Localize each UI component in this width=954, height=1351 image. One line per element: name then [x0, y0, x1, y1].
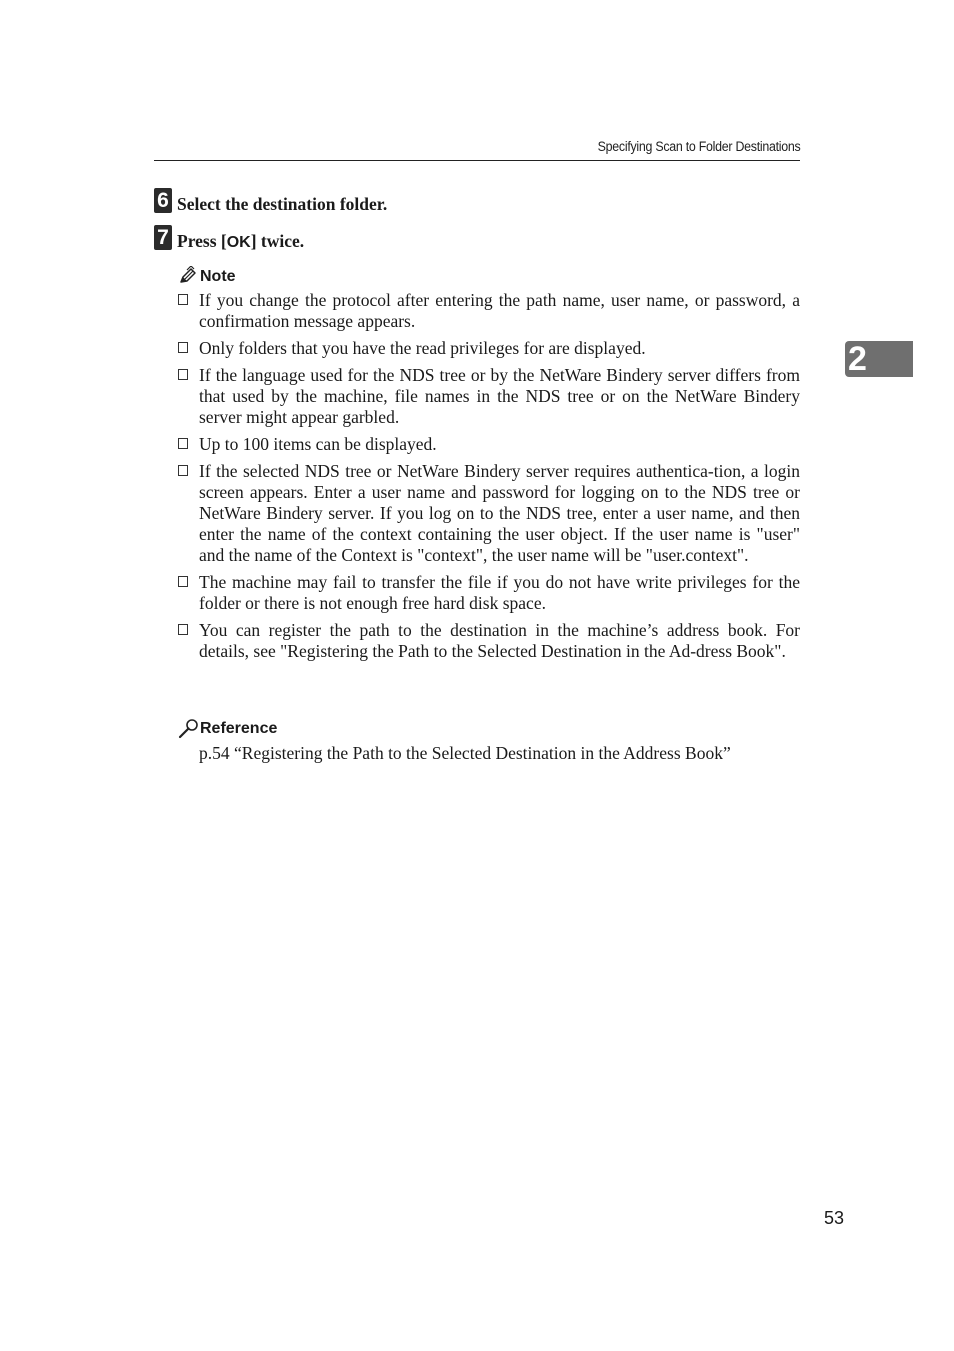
step-text: Press [OK] twice. [177, 231, 305, 251]
checkbox-bullet-icon [178, 624, 188, 635]
reference-link[interactable]: p.54 “Registering the Path to the Selected Destination in the Address Book” [199, 743, 731, 763]
header-title: Specifying Scan to Folder Destinations [597, 139, 800, 154]
step-number: 6 [154, 188, 172, 213]
page-number: 53 [824, 1208, 845, 1228]
ok-key-label: OK [226, 234, 251, 251]
checkbox-bullet-icon [178, 576, 188, 587]
checkbox-bullet-icon [178, 438, 188, 449]
list-item: The machine may fail to transfer the file if you do not have write privileges for the folder or there is not enough free hard disk space. [178, 572, 800, 614]
pencil-icon [178, 266, 198, 286]
step-number: 7 [154, 225, 172, 250]
checkbox-bullet-icon [178, 465, 188, 476]
list-item: If the language used for the NDS tree or by the NetWare Bindery server differs from that used by the machine, file names in the NDS tree or on the NetWare Bindery server might appear garbled. [178, 365, 800, 428]
list-item: You can register the path to the destination in the machine’s address book. For details, see "Registering the Path to the Selected Destination in the Ad-dress Book". [178, 620, 800, 662]
checkbox-bullet-icon [178, 342, 188, 353]
list-item: Up to 100 items can be displayed. [178, 434, 800, 455]
list-item: If you change the protocol after entering the path name, user name, or password, a confirmation message appears. [178, 290, 800, 332]
running-header [154, 138, 800, 161]
list-item: If the selected NDS tree or NetWare Bindery server requires authentica-tion, a login screen appears. Enter a user name and password for logging on to the NDS tree or NetWare Bindery server. If you log on to the NDS tree, enter a user name, and then enter the name of the context containing the user object. If the user name is "user" and the name of the Context is "context", the user name will be "user.context". [178, 461, 800, 566]
note-list [178, 290, 800, 668]
magnifier-icon [178, 718, 200, 740]
checkbox-bullet-icon [178, 294, 188, 305]
chapter-tab [845, 341, 913, 377]
list-item: Only folders that you have the read privileges for are displayed. [178, 338, 800, 359]
step-text: Select the destination folder. [177, 194, 388, 214]
checkbox-bullet-icon [178, 369, 188, 380]
chapter-number: 2 [848, 340, 867, 378]
